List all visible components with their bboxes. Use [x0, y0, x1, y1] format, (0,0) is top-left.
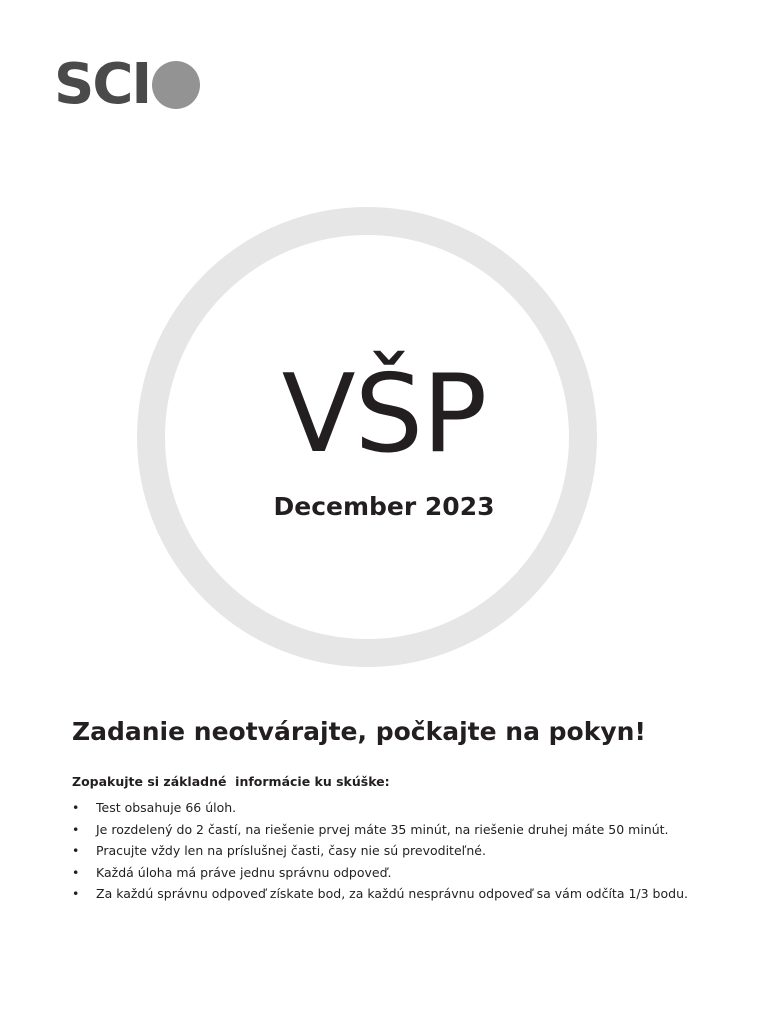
list-item-text: Pracujte vždy len na príslušnej časti, časy nie sú prevoditeľné. [96, 843, 486, 858]
list-item [72, 862, 688, 884]
instructions-heading: Zopakujte si základné informácie ku skúške: [72, 774, 390, 789]
logo-circle-icon [152, 61, 200, 109]
exam-date: December 2023 [273, 492, 495, 521]
bullet-icon: • [72, 886, 80, 901]
list-item-text: Za každú správnu odpoveď získate bod, za každú nesprávnu odpoveď sa vám odčíta 1/3 bodu. [96, 886, 688, 901]
list-item [72, 819, 688, 841]
instructions-list [72, 797, 688, 905]
list-item-text: Je rozdelený do 2 častí, na riešenie prvej máte 35 minút, na riešenie druhej máte 50 minút. [96, 821, 669, 837]
list-item [72, 883, 688, 905]
list-item-text: Test obsahuje 66 úloh. [96, 800, 237, 815]
list-item [72, 840, 688, 862]
logo-text: SCI [54, 52, 151, 117]
do-not-open-warning: Zadanie neotvárajte, počkajte na pokyn! [72, 717, 646, 746]
bullet-icon: • [72, 864, 80, 880]
list-item-text: Každá úloha má práve jednu správnu odpoveď. [96, 864, 392, 880]
list-item [72, 797, 688, 819]
bullet-icon: • [72, 843, 80, 858]
exam-title: VŠP [281, 352, 487, 477]
bullet-icon: • [72, 821, 80, 837]
bullet-icon: • [72, 800, 80, 815]
scio-logo [54, 52, 200, 117]
